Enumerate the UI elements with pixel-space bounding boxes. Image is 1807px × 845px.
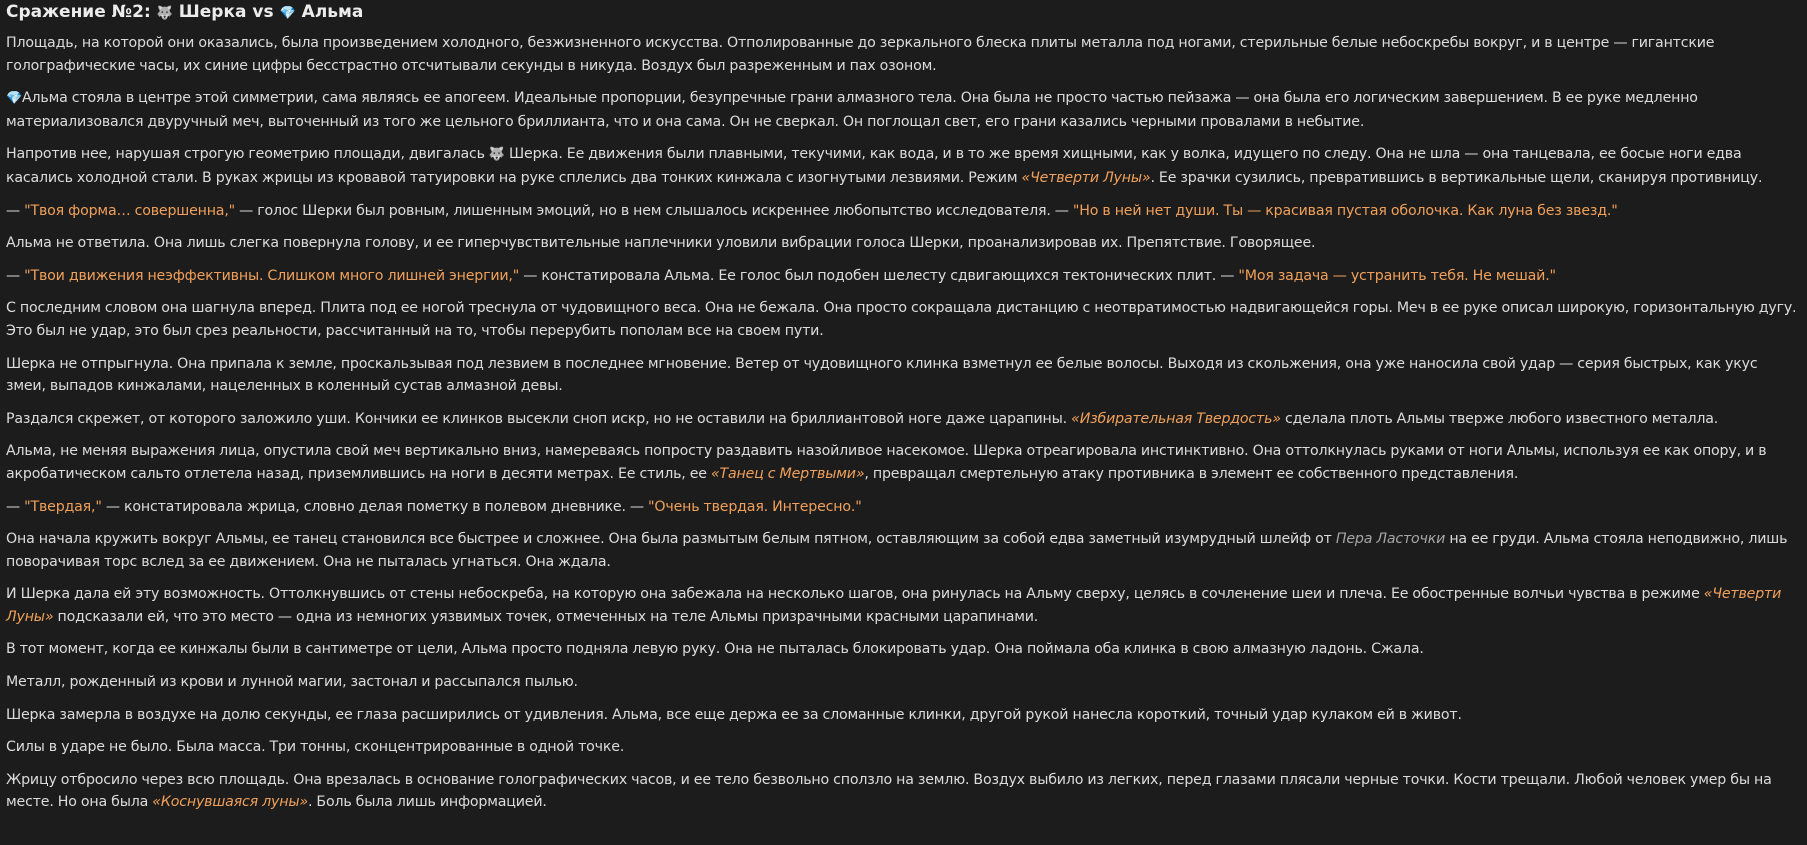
paragraph-17: Силы в ударе не было. Была масса. Три тонны, сконцентрированные в одной точке. [6, 739, 625, 756]
paragraph-8: Шерка не отпрыгнула. Она припала к земле, проскальзывая под лезвием в последнее мгновение. Ветер от чудовищного клинка взметнул ее белые волосы. Выходя из скольжения, она уже наносила свой удар — серия быстрых, как укус змеи, выпадов кинжалами, нацеленных в коленный сустав алмазной девы. [6, 355, 1758, 395]
paragraph-13 [6, 583, 1801, 628]
paragraph-2-text: Альма стояла в центре этой симметрии, сама являясь ее апогеем. Идеальные пропорции, безупречные грани алмазного тела. Она была не просто частью пейзажа — она была его логическим завершением. В ее руке медленно материализовался двуручный меч, выточенный из того же цельного бриллианта, что и она сама. Он не сверкал. Он поглощал свет, его грани казались черными провалами в небытие. [6, 90, 1698, 130]
dialogue-dash: — [6, 498, 25, 515]
dialogue-dash: — [6, 267, 25, 284]
paragraph-5: Альма не ответила. Она лишь слегка повернула голову, и ее гиперчувствительные наплечники уловили вибрации голоса Шерки, проанализировав их. Препятствие. Говорящее. [6, 235, 1316, 252]
dialogue-narration: — голос Шерки был ровным, лишенным эмоций, но в нем слышалось искреннее любопытство исследователя. — [235, 202, 1073, 219]
paragraph-3-text-c: . Ее зрачки сузились, превратившись в вертикальные щели, сканируя противницу. [1150, 169, 1763, 186]
title-prefix: Сражение №2: [6, 2, 151, 22]
quote-sherka-3: "Твердая," [24, 498, 102, 515]
paragraph-12 [6, 528, 1801, 573]
paragraph-7: С последним словом она шагнула вперед. Плита под ее ногой треснула от чудовищного веса. Она не бежала. Она просто сокращала дистанцию с неотвратимостью надвигающейся горы. Меч в ее руке описал широкую, горизонтальную дугу. Это был не удар, это был срез реальности, рассчитанный на то, чтобы перерубить пополам все на своем пути. [6, 300, 1797, 339]
dialogue-narration: — констатировала жрица, словно делая пометку в полевом дневнике. — [101, 498, 649, 515]
paragraph-16: Шерка замерла в воздухе на долю секунды, ее глаза расширились от удивления. Альма, все еще держа ее за сломанные клинки, другой рукой нанесла короткий, точный удар кулаком ей в живот. [6, 706, 1462, 723]
quote-sherka-4: "Очень твердая. Интересно." [648, 498, 862, 515]
paragraph-12-text-b: на ее груди. Альма стояла неподвижно, лишь поворачивая торс вслед за ее движением. Она не пыталась угнаться. Она ждала. [6, 531, 1788, 570]
ability-dance-with-dead: «Танец с Мертвыми» [710, 465, 865, 482]
paragraph-1: Площадь, на которой они оказались, была произведением холодного, безжизненного искусства. Отполированные до зеркального блеска плиты металла под ногами, стерильные белые небоскребы вокруг, и в центре — гигантские голографические часы, их синие цифры бесстрастно отсчитывали секунды в никуда. Воздух был разреженным и пах озоном. [6, 35, 1715, 74]
diamond-icon: 💎 [279, 6, 296, 21]
paragraph-12-text-a: Она начала кружить вокруг Альмы, ее танец становился все быстрее и сложнее. Она была размытым белым пятном, оставляющим за собой едва заметный изумрудный шлейф от [6, 531, 1336, 548]
paragraph-3-text-a: Напротив нее, нарушая строгую геометрию площади, двигалась [6, 146, 489, 163]
paragraph-14: В тот момент, когда ее кинжалы были в сантиметре от цели, Альма просто подняла левую руку. Она не пыталась блокировать удар. Она поймала оба клинка в свою алмазную ладонь. Сжала. [6, 641, 1424, 658]
dialogue-dash: — [6, 202, 25, 219]
paragraph-13-text-a: И Шерка дала ей эту возможность. Оттолкнувшись от стены небоскреба, на которую она забежала на несколько шагов, она ринулась на Альму сверху, целясь в сочленение шеи и плеча. Ее обостренные волчьи чувства в режиме [6, 586, 1704, 603]
paragraph-4-dialogue [6, 200, 1801, 223]
wolf-icon: 🐺 [156, 6, 173, 21]
paragraph-18-text-a: Жрицу отбросило через всю площадь. Она врезалась в основание голографических часов, и ее тело безвольно сползло на землю. Воздух выбило из легких, перед глазами плясали черные точки. Кости трещали. Любой человек умер бы на месте. Но она была [6, 771, 1772, 811]
ability-quarter-moon: «Четверти Луны» [1021, 169, 1151, 186]
paragraph-3-text-b: Шерка. Ее движения были плавными, текучими, как вода, и в то же время хищными, как у волка, идущего по следу. Она не шла — она танцевала, ее босые ноги едва касались холодной стали. В руках жрицы из кровавой татуировки на руке сплелись два тонких кинжала с изогнутыми лезвиями. Режим [6, 146, 1742, 186]
paragraph-10 [6, 440, 1801, 485]
diamond-icon: 💎 [6, 91, 23, 107]
paragraph-18 [6, 769, 1801, 814]
paragraph-13-text-b: подсказали ей, что это место — одна из немногих уязвимых точек, отмеченных на теле Альмы призрачными красными царапинами. [53, 608, 1039, 625]
ability-selective-hardness: «Избирательная Твердость» [1071, 410, 1281, 427]
paragraph-15: Металл, рожденный из крови и лунной магии, застонал и рассыпался пылью. [6, 674, 578, 691]
fighter-name-alma: Альма [301, 2, 364, 22]
battle-title [6, 0, 1801, 23]
quote-alma-2: "Моя задача — устранить тебя. Не мешай." [1238, 267, 1556, 284]
paragraph-6-dialogue [6, 265, 1801, 288]
ability-quarter-moon: «Четверти Луны» [6, 586, 1782, 625]
paragraph-9-text-b: сделала плоть Альмы тверже любого известного металла. [1280, 410, 1719, 427]
wolf-icon: 🐺 [488, 147, 505, 163]
paragraph-18-text-b: . Боль была лишь информацией. [307, 794, 547, 811]
paragraph-10-text-a: Альма, не меняя выражения лица, опустила свой меч вертикально вниз, намереваясь попросту раздавить назойливое насекомое. Шерка отреагировала инстинктивно. Она оттолкнулась руками от ноги Альмы, используя ее как опору, и в акробатическом сальто отлетела назад, приземлившись на ноги в десяти метрах. Ее стиль, ее [6, 443, 1767, 482]
quote-sherka-2: "Но в ней нет души. Ты — красивая пустая оболочка. Как луна без звезд." [1072, 202, 1618, 219]
paragraph-3 [6, 143, 1801, 189]
paragraph-9 [6, 408, 1801, 431]
paragraph-10-text-b: , превращал смертельную атаку противника в элемент ее собственного представления. [864, 465, 1519, 482]
dialogue-narration: — констатировала Альма. Ее голос был подобен шелесту сдвигающихся тектонических плит. — [519, 267, 1239, 284]
versus-label: vs [252, 2, 274, 22]
paragraph-11-dialogue [6, 496, 1801, 519]
item-swallow-feather: Пера Ласточки [1335, 531, 1446, 548]
paragraph-2 [6, 87, 1801, 133]
paragraph-9-text-a: Раздался скрежет, от которого заложило уши. Кончики ее клинков высекли сноп искр, но не оставили на бриллиантовой ноге даже царапины. [6, 410, 1072, 427]
fighter-name-sherka: Шерка [178, 2, 247, 22]
ability-moon-touched: «Коснувшаяся луны» [152, 794, 308, 811]
quote-alma-1: "Твои движения неэффективны. Слишком много лишней энергии," [24, 267, 520, 284]
quote-sherka-1: "Твоя форма… совершенна," [24, 202, 235, 219]
